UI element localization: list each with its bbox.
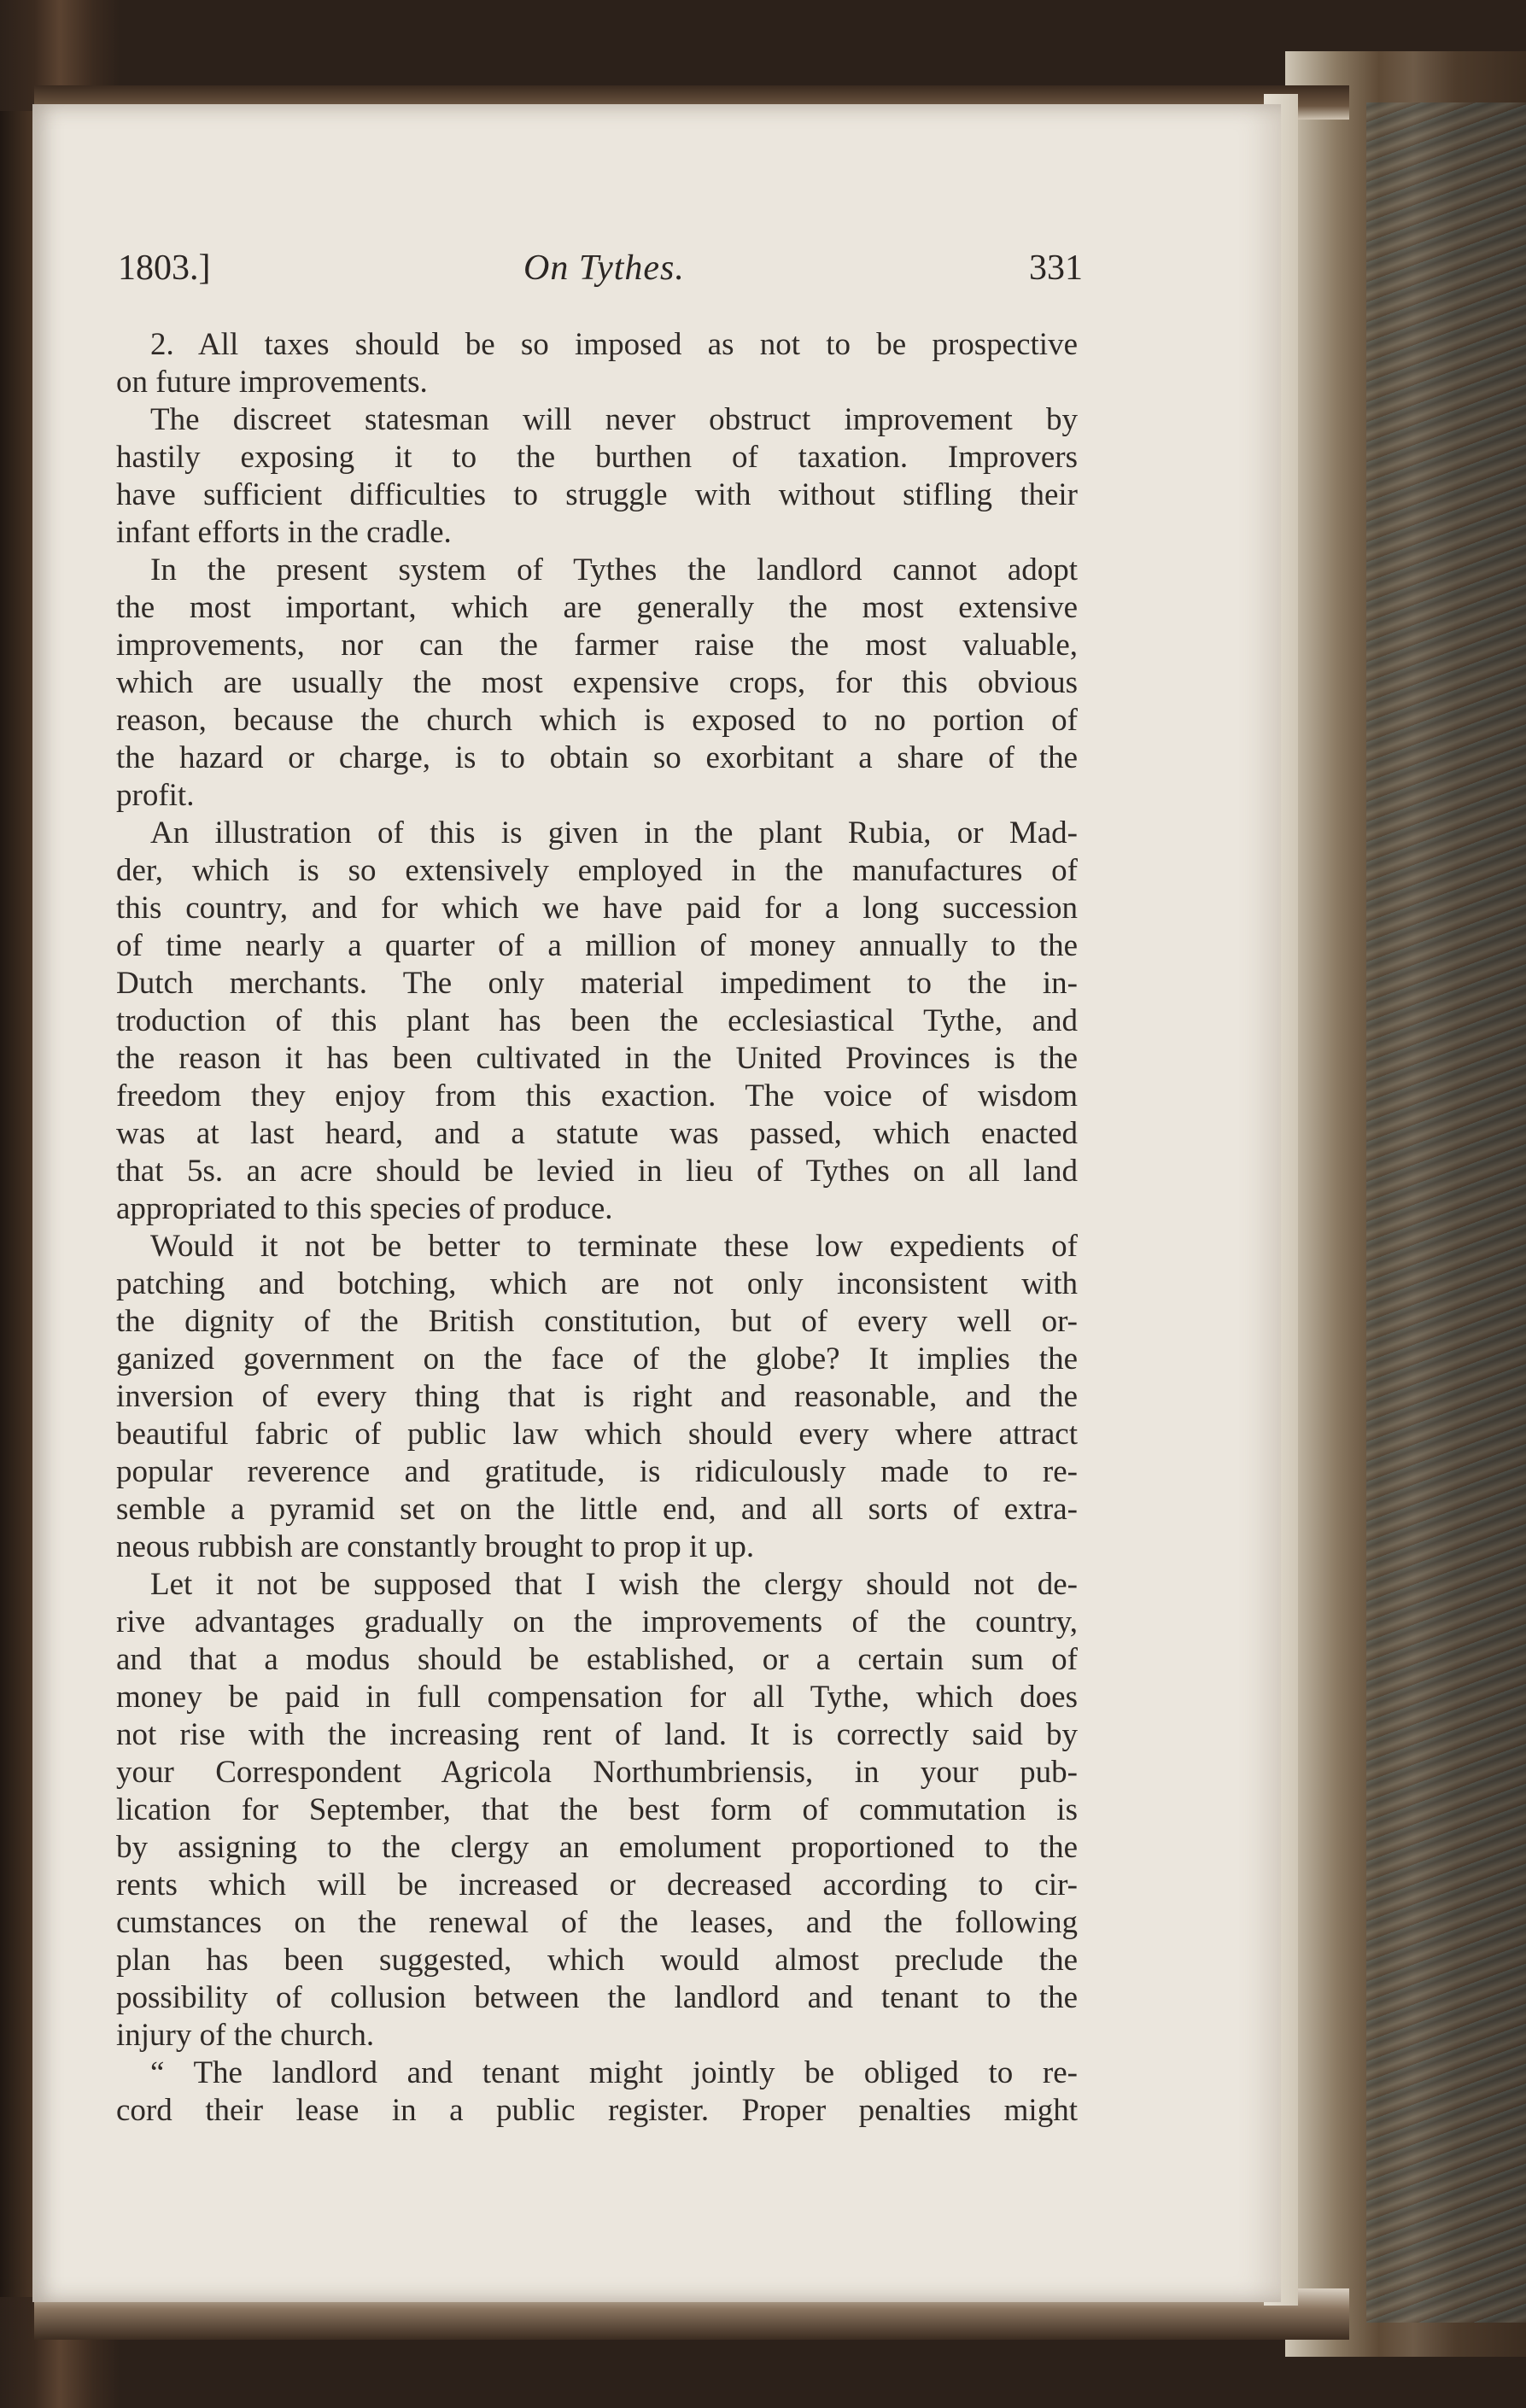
body-text xyxy=(116,326,1078,2130)
marbled-board-texture xyxy=(1366,102,1526,2323)
text-line: der, which is so extensively employed in the manufactures of xyxy=(116,853,1078,888)
text-line: Dutch merchants. The only material impediment to the in- xyxy=(116,966,1078,1001)
text-line: plan has been suggested, which would almost preclude the xyxy=(116,1943,1078,1978)
text-line: your Correspondent Agricola Northumbriensis, in your pub- xyxy=(116,1755,1078,1790)
text-line: this country, and for which we have paid for a long succession xyxy=(116,891,1078,926)
text-line: was at last heard, and a statute was passed, which enacted xyxy=(116,1116,1078,1151)
left-binding-edge xyxy=(0,111,34,2297)
page-number: 331 xyxy=(1029,248,1083,288)
text-line: rive advantages gradually on the improvements of the country, xyxy=(116,1604,1078,1639)
text-line: of time nearly a quarter of a million of money annually to the xyxy=(116,928,1078,963)
text-line: money be paid in full compensation for all Tythe, which does xyxy=(116,1680,1078,1715)
text-line: The discreet statesman will never obstruct improvement by xyxy=(150,402,1078,437)
text-line: rents which will be increased or decreased according to cir- xyxy=(116,1867,1078,1902)
text-line: improvements, nor can the farmer raise the most valuable, xyxy=(116,628,1078,663)
text-line: ganized government on the face of the globe? It implies the xyxy=(116,1341,1078,1376)
text-line: troduction of this plant has been the ecclesiastical Tythe, and xyxy=(116,1003,1078,1038)
text-line: profit. xyxy=(116,778,195,813)
text-line: patching and botching, which are not only inconsistent with xyxy=(116,1266,1078,1301)
text-line: infant efforts in the cradle. xyxy=(116,515,452,550)
text-line: inversion of every thing that is right and reasonable, and the xyxy=(116,1379,1078,1414)
text-line: Let it not be supposed that I wish the clergy should not de- xyxy=(150,1567,1078,1602)
running-head xyxy=(118,248,1083,299)
text-line: hastily exposing it to the burthen of taxation. Improvers xyxy=(116,440,1078,475)
text-line: neous rubbish are constantly brought to prop it up. xyxy=(116,1529,755,1564)
text-line: by assigning to the clergy an emolument proportioned to the xyxy=(116,1830,1078,1865)
running-head-year: 1803.] xyxy=(118,248,211,288)
text-line: not rise with the increasing rent of land. It is correctly said by xyxy=(116,1717,1078,1752)
text-line: “ The landlord and tenant might jointly be obliged to re- xyxy=(150,2055,1078,2090)
text-line: the hazard or charge, is to obtain so exorbitant a share of the xyxy=(116,740,1078,775)
text-line: popular reverence and gratitude, is ridiculously made to re- xyxy=(116,1454,1078,1489)
text-line: In the present system of Tythes the landlord cannot adopt xyxy=(150,552,1078,587)
text-line: appropriated to this species of produce. xyxy=(116,1191,613,1226)
text-line: 2. All taxes should be so imposed as not to be prospective xyxy=(150,327,1078,362)
text-line: cumstances on the renewal of the leases, and the following xyxy=(116,1905,1078,1940)
text-line: beautiful fabric of public law which should every where attract xyxy=(116,1417,1078,1452)
text-line: cord their lease in a public register. Proper penalties might xyxy=(116,2093,1078,2128)
running-head-title: On Tythes. xyxy=(523,248,685,288)
text-line: injury of the church. xyxy=(116,2018,375,2053)
text-line: lication for September, that the best form of commutation is xyxy=(116,1792,1078,1827)
text-line: that 5s. an acre should be levied in lieu of Tythes on all land xyxy=(116,1154,1078,1189)
text-line: the dignity of the British constitution, but of every well or- xyxy=(116,1304,1078,1339)
text-line: which are usually the most expensive crops, for this obvious xyxy=(116,665,1078,700)
text-line: on future improvements. xyxy=(116,365,428,400)
text-line: semble a pyramid set on the little end, and all sorts of extra- xyxy=(116,1492,1078,1527)
text-line: the most important, which are generally the most extensive xyxy=(116,590,1078,625)
text-line: reason, because the church which is exposed to no portion of xyxy=(116,703,1078,738)
text-line: have sufficient difficulties to struggle with without stifling their xyxy=(116,477,1078,512)
text-line: An illustration of this is given in the plant Rubia, or Mad- xyxy=(150,815,1078,850)
text-line: freedom they enjoy from this exaction. The voice of wisdom xyxy=(116,1078,1078,1113)
text-line: the reason it has been cultivated in the United Provinces is the xyxy=(116,1041,1078,1076)
text-line: Would it not be better to terminate these low expedients of xyxy=(150,1229,1078,1264)
text-line: and that a modus should be established, or a certain sum of xyxy=(116,1642,1078,1677)
text-line: possibility of collusion between the landlord and tenant to the xyxy=(116,1980,1078,2015)
